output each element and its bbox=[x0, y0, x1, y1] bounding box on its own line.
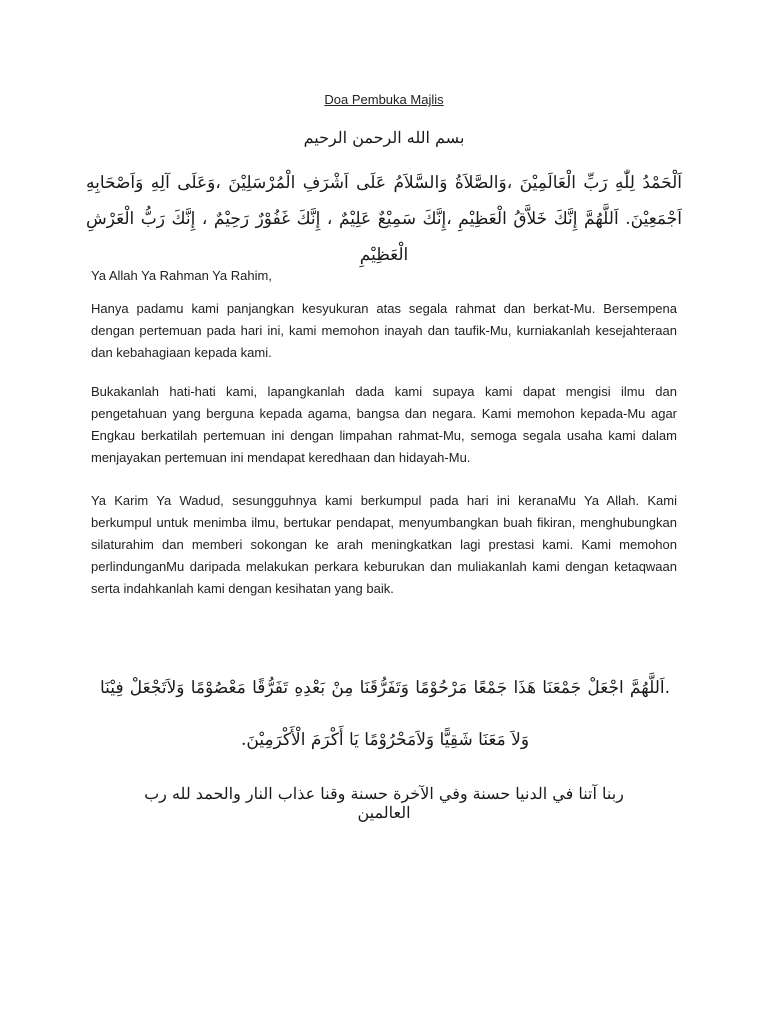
paragraph-knowledge: Bukakanlah hati-hati kami, lapangkanlah dada kami supaya kami dapat mengisi ilmu dan pengetahuan yang berguna kepada agama, bangsa dan negara. Kami memohon kepada-Mu agar Engkau berkatilah pertemuan ini dengan limpahan rahmat-Mu, semoga segala usaha kami dalam menjayakan pertemuan ini mendapat keredhaan dan hidayah-Mu. bbox=[91, 384, 677, 465]
salutation: Ya Allah Ya Rahman Ya Rahim, bbox=[91, 268, 272, 283]
closing-arabic-prayer: .اَللَّهُمَّ اجْعَلْ جَمْعَنَا هَذَا جَمْعًا مَرْحُوْمًا وَتَفَرُّقَنَا مِنْ بَعْدِهِ تَفَرُّقًا مَعْصُوْمًا وَلاَتَجْعَلْ فِيْنَا وَلاَ مَعَنَا شَقِيًّا وَلاَمَحْرُوْمًا يَا أَكْرَمَ الْأَكْرَمِيْنَ. bbox=[100, 678, 670, 750]
paragraph-gratitude: Hanya padamu kami panjangkan kesyukuran atas segala rahmat dan berkat-Mu. Bersempena dengan pertemuan pada hari ini, kami memohon inayah dan taufik-Mu, kurniakanlah kesejahteraan dan kebahagiaan kepada kami. bbox=[91, 301, 677, 360]
paragraph-gathering: Ya Karim Ya Wadud, sesungguhnya kami berkumpul pada hari ini keranaMu Ya Allah. Kami berkumpul untuk menimba ilmu, bertukar pendapat, menyumbangkan buah fikiran, menghubungkan silaturahim dan memberi sokongan ke arah meningkatkan lagi prestasi kami. Kami memohon perlindunganMu daripada melakukan perkara keburukan dan muliakanlah kami dengan ketaqwaan serta indahkanlah kami dengan kesihatan yang baik. bbox=[91, 493, 677, 596]
rabbana-prayer: ربنا آتنا في الدنيا حسنة وفي الآخرة حسنة وقنا عذاب النار والحمد لله رب العالمين bbox=[144, 784, 624, 822]
document-title: Doa Pembuka Majlis bbox=[324, 92, 444, 107]
basmala: بسم الله الرحمن الرحيم bbox=[303, 128, 465, 147]
opening-arabic-prayer: اَلْحَمْدُ لِلّٰهِ رَبِّ الْعَالَمِيْنَ ،وَالصَّلاَةُ وَالسَّلاَمُ عَلَى اَشْرَفِ الْمُرْسَلِيْنَ ،وَعَلَى آلِهِ وَاَصْحَابِهِ اَجْمَعِيْنَ. اَللَّهُمَّ إِنَّكَ خَلاَّقُ الْعَظِيْمِ ،إِنَّكَ سَمِيْعٌ عَلِيْمٌ ، إِنَّكَ غَفُوْرٌ رَحِيْمٌ ، إِنَّكَ رَبُّ الْعَرْشِ الْعَظِيْمِ bbox=[86, 173, 682, 265]
